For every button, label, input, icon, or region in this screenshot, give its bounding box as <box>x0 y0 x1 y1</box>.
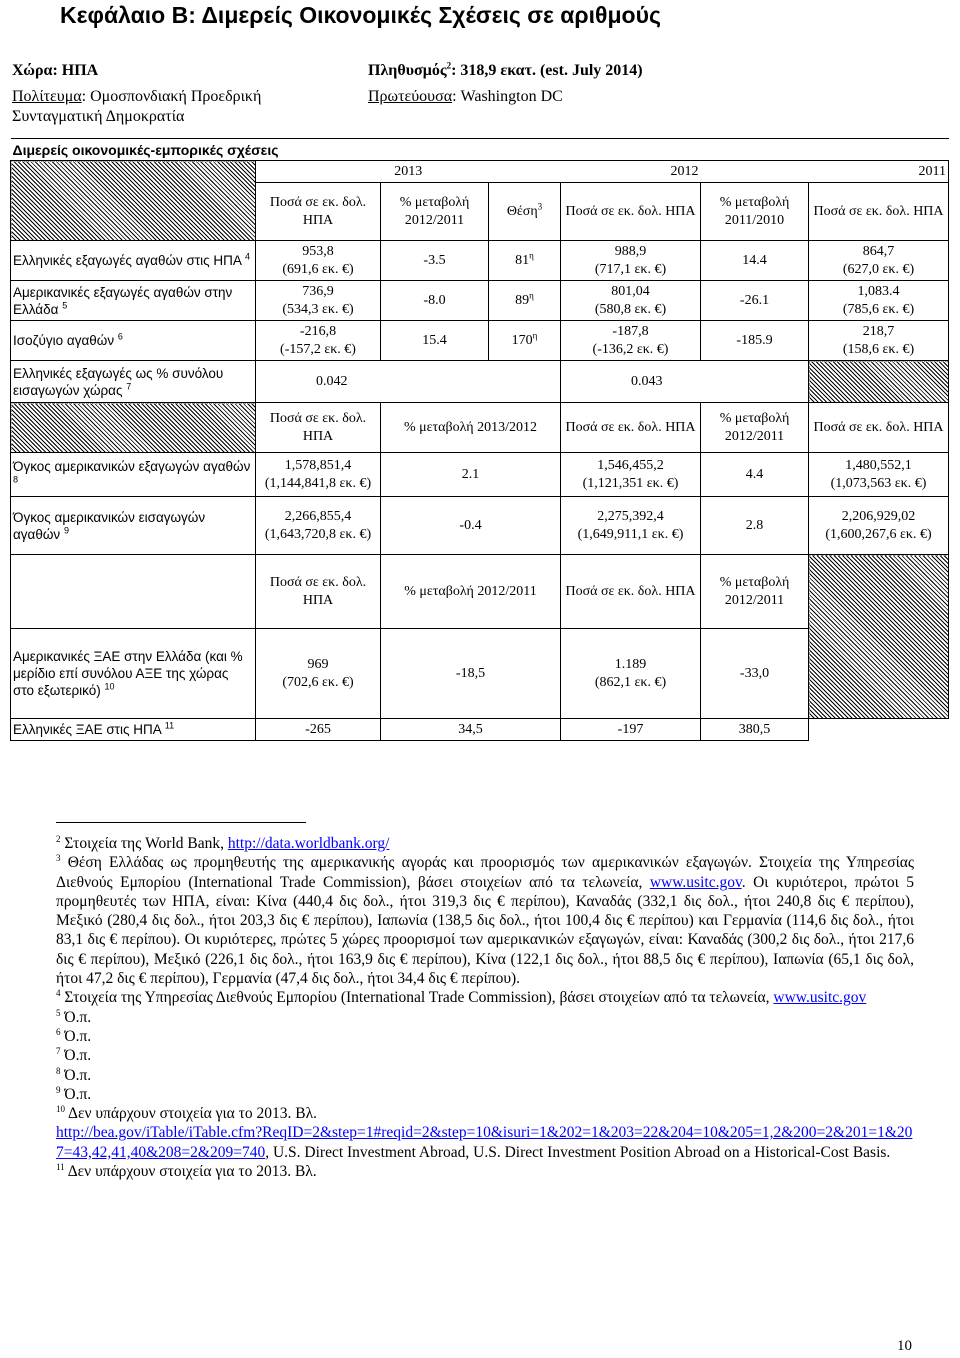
cell: -3.5 <box>381 241 489 281</box>
table-row <box>11 453 949 497</box>
section-header: Διμερείς οικονομικές-εμπορικές σχέσεις <box>11 139 949 161</box>
row-label: Αμερικανικές ΞΑΕ στην Ελλάδα (και % μερίδιο επί συνόλου ΑΞΕ της χώρας στο εξωτερικό) $^{10}$ <box>11 629 256 719</box>
hatch-cell <box>11 161 256 241</box>
footnote-9: $^9$ Ό.π. <box>56 1084 92 1103</box>
col-change-2012-2011: % μεταβολή 2012/2011 <box>381 183 489 241</box>
cell: 1,578,851,4 (1,144,841,8 εκ. €) <box>256 453 381 497</box>
table-row <box>11 361 949 403</box>
table-row <box>11 241 949 281</box>
cell: 736,9 (534,3 εκ. €) <box>256 281 381 321</box>
share-2012: 0.043 <box>561 361 809 403</box>
col-amount-2013: Ποσά σε εκ. δολ. ΗΠΑ <box>256 183 381 241</box>
cell: 1,546,455,2 (1,121,351 εκ. €) <box>561 453 701 497</box>
cell: -18,5 <box>381 629 561 719</box>
hatch-cell <box>11 403 256 453</box>
col-amount-2013: Ποσά σε εκ. δολ. ΗΠΑ <box>256 555 381 629</box>
row-label: Ελληνικές ΞΑΕ στις ΗΠΑ $^{11}$ <box>11 719 256 741</box>
cell: 953,8 (691,6 εκ. €) <box>256 241 381 281</box>
cell: $170^\eta$ <box>489 321 561 361</box>
col-amount-2011: Ποσά σε εκ. δολ. ΗΠΑ <box>809 403 949 453</box>
cell: 801,04 (580,8 εκ. €) <box>561 281 701 321</box>
year-2011: 2011 <box>809 161 949 183</box>
footnote-3: $^3$ Θέση Ελλάδας ως προμηθευτής της αμερικανικής αγοράς και προορισμός των αμερικανικών εξαγωγών. Στοιχεία της Υπηρεσίας Διεθνούς Εμπορίου (International Trade Commission), βάσει στοιχείων από τα τελωνεία, www.usitc.gov. Οι κυριότεροι, πρώτοι 5 προμηθευτές των ΗΠΑ, είναι: Κίνα (440,4 δις δολ., ήτοι 319,3 δις € περίπου), Καναδάς (332,1 δις δολ., ήτοι 240,8 δις € περίπου), Μεξικό (280,4 δις δολ., ήτοι 203,3 δις € περίπου), Ιαπωνία (138,5 δις δολ., ήτοι 100,4 δις € περίπου) και Γερμανία (114,6 δις δολ., ήτοι 83,1 δις € περίπου). Οι κυριότερες, πρώτες 5 χώρες προορισμοί των αμερικανικών εξαγωγών, είναι: Καναδάς (300,2 δις δολ., ήτοι 217,6 δις € περίπου), Μεξικό (226,1 δις δολ., ήτοι 163,9 δις € περίπου), Κίνα (122,1 δις δολ., ήτοι 88,5 δις € περίπου), Ιαπωνία (65,1 δις δολ, ήτοι 47,2 δις € περίπου), Γερμανία (47,4 δις δολ., ήτοι 34,4 δις € περίπου). <box>56 853 915 988</box>
col-change-2012-2011: % μεταβολή 2012/2011 <box>701 403 809 453</box>
col-change-2012-2011: % μεταβολή 2012/2011 <box>701 555 809 629</box>
cell: -33,0 <box>701 629 809 719</box>
page-title: Κεφάλαιο Β: Διμερείς Οικονομικές Σχέσεις σε αριθμούς <box>60 2 661 28</box>
footnote-6: $^6$ Ό.π. <box>56 1026 92 1045</box>
hatch-cell <box>809 361 949 403</box>
cell: 2.8 <box>701 497 809 555</box>
usitc-link[interactable]: www.usitc.gov <box>649 873 742 891</box>
cell: 2,266,855,4 (1,643,720,8 εκ. €) <box>256 497 381 555</box>
cell: 969 (702,6 εκ. €) <box>256 629 381 719</box>
year-2013: 2013 <box>256 161 561 183</box>
year-2012: 2012 <box>561 161 809 183</box>
footnote-2: $^2$ Στοιχεία της World Bank, http://data.worldbank.org/ <box>56 833 390 852</box>
cell: 2,206,929,02 (1,600,267,6 εκ. €) <box>809 497 949 555</box>
cell: -185.9 <box>701 321 809 361</box>
cell: 1,480,552,1 (1,073,563 εκ. €) <box>809 453 949 497</box>
share-2013: 0.042 <box>256 361 561 403</box>
cell: 15.4 <box>381 321 489 361</box>
cell: 218,7 (158,6 εκ. €) <box>809 321 949 361</box>
cell: -187,8 (-136,2 εκ. €) <box>561 321 701 361</box>
cell: -197 <box>561 719 701 741</box>
cell: -8.0 <box>381 281 489 321</box>
cell: $89^\eta$ <box>489 281 561 321</box>
capital: Πρωτεύουσα: Washington DC <box>368 88 563 105</box>
cell: 34,5 <box>381 719 561 741</box>
regime: Πολίτευμα: Ομοσπονδιακή Προεδρική Συνταγματική Δημοκρατία <box>12 88 262 125</box>
blank-cell <box>11 555 256 629</box>
cell: 988,9 (717,1 εκ. €) <box>561 241 701 281</box>
cell: 2,275,392,4 (1,649,911,1 εκ. €) <box>561 497 701 555</box>
row-label: Αμερικανικές εξαγωγές αγαθών στην Ελλάδα $^5$ <box>11 281 256 321</box>
footnote-10: $^{10}$ Δεν υπάρχουν στοιχεία για το 2013. Βλ. http://bea.gov/iTable/iTable.cfm?ReqID=2&step=1#reqid=2&step=10&isuri=1&202=1&203=22&204=10&205=1,2&200=2&201=1&207=43,42,41,40&208=2&209=740, U.S. Direct Investment Abroad, U.S. Direct Investment Position Abroad on a Historical-Cost Basis. <box>56 1104 913 1161</box>
col-rank: Θέση$^3$ <box>489 183 561 241</box>
table-row <box>11 321 949 361</box>
table-row <box>11 629 949 719</box>
cell: 864,7 (627,0 εκ. €) <box>809 241 949 281</box>
footnote-divider <box>56 822 306 823</box>
footnotes <box>56 834 914 1181</box>
cell: 1,083.4 (785,6 εκ. €) <box>809 281 949 321</box>
col-amount-2011: Ποσά σε εκ. δολ. ΗΠΑ <box>809 183 949 241</box>
cell: -26.1 <box>701 281 809 321</box>
usitc-link[interactable]: www.usitc.gov <box>773 989 867 1007</box>
footnote-4: $^4$ Στοιχεία της Υπηρεσίας Διεθνούς Εμπορίου (International Trade Commission), βάσει στοιχείων από τα τελωνεία, www.usitc.gov <box>56 988 867 1007</box>
cell: -265 <box>256 719 381 741</box>
country-label: Χώρα: ΗΠΑ <box>12 62 99 79</box>
col-change-2013-2012: % μεταβολή 2013/2012 <box>381 403 561 453</box>
footnote-7: $^7$ Ό.π. <box>56 1046 92 1065</box>
cell: $81^\eta$ <box>489 241 561 281</box>
row-label: Ελληνικές εξαγωγές αγαθών στις ΗΠΑ $^4$ <box>11 241 256 281</box>
cell: 14.4 <box>701 241 809 281</box>
table-row <box>11 497 949 555</box>
worldbank-link[interactable]: http://data.worldbank.org/ <box>227 835 390 852</box>
col-amount-2012: Ποσά σε εκ. δολ. ΗΠΑ <box>561 403 701 453</box>
population: Πληθυσμός$^2$: 318,9 εκατ. (est. July 2014) <box>368 60 643 79</box>
trade-table <box>10 138 949 741</box>
page-number: 10 <box>897 1338 912 1354</box>
col-amount-2012: Ποσά σε εκ. δολ. ΗΠΑ <box>561 183 701 241</box>
table-row <box>11 719 949 741</box>
cell: -0.4 <box>381 497 561 555</box>
bea-link[interactable]: http://bea.gov/iTable/iTable.cfm?ReqID=2&step=1#reqid=2&step=10&isuri=1&202=1&203=22&204=10&205=1,2&200=2&201=1&207=43,42,41,40&208=2&209=740 <box>56 1124 913 1161</box>
footnote-8: $^8$ Ό.π. <box>56 1065 92 1084</box>
row-label: Ελληνικές εξαγωγές ως % συνόλου εισαγωγών χώρας $^7$ <box>11 361 256 403</box>
col-amount-2012: Ποσά σε εκ. δολ. ΗΠΑ <box>561 555 701 629</box>
blank-cell <box>809 719 949 741</box>
col-change-2011-2010: % μεταβολή 2011/2010 <box>701 183 809 241</box>
footnote-11: $^{11}$ Δεν υπάρχουν στοιχεία για το 2013. Βλ. <box>56 1161 317 1181</box>
cell: -216,8 (-157,2 εκ. €) <box>256 321 381 361</box>
row-label: Ισοζύγιο αγαθών $^6$ <box>11 321 256 361</box>
cell: 380,5 <box>701 719 809 741</box>
cell: 1.189 (862,1 εκ. €) <box>561 629 701 719</box>
cell: 4.4 <box>701 453 809 497</box>
footnote-5: $^5$ Ό.π. <box>56 1007 92 1026</box>
table-row <box>11 281 949 321</box>
row-label: Όγκος αμερικανικών εξαγωγών αγαθών $^8$ <box>11 453 256 497</box>
col-change-2012-2011: % μεταβολή 2012/2011 <box>381 555 561 629</box>
hatch-cell <box>809 555 949 719</box>
row-label: Όγκος αμερικανικών εισαγωγών αγαθών $^9$ <box>11 497 256 555</box>
col-amount-2013: Ποσά σε εκ. δολ. ΗΠΑ <box>256 403 381 453</box>
cell: 2.1 <box>381 453 561 497</box>
